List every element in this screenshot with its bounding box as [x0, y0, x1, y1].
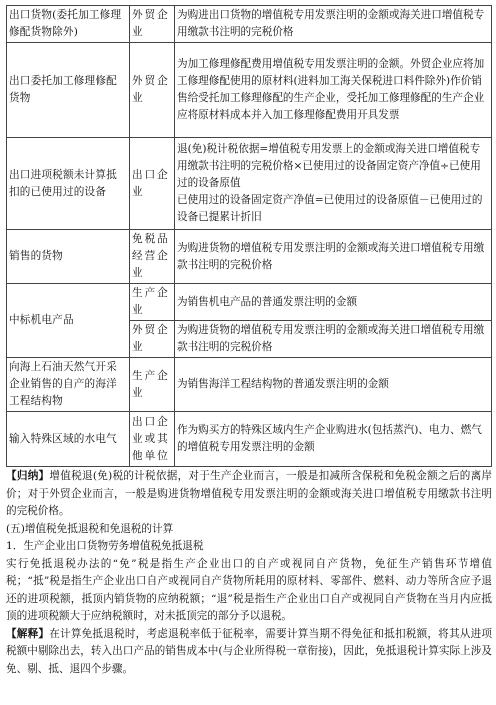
explain-tag: 【解释】 [6, 627, 50, 640]
enterprise-type-cell: 生产企业 [130, 284, 175, 321]
explain-text: 在计算免抵退税时，考虑退税率低于征税率，需要计算当期不得免征和抵扣税额，将其从进项税额中剔除出去，转入出口产品的销售成本中(与企业所得税一章衔接)，因此，免抵退税计算实际上涉及免、剔、抵、退四个步骤。 [6, 627, 492, 675]
goods-cell: 中标机电产品 [7, 284, 130, 358]
tax-basis-table [6, 5, 492, 467]
summary-tag: 【归纳】 [6, 470, 50, 482]
body-paragraph: 实行免抵退税办法的“免”税是指生产企业出口的自产或视同自产货物，免征生产销售环节增值税；“抵”税是指生产企业出口自产或视同自产货物所耗用的原材料、零部件、燃料、动力等所含应予退还的进项税额，抵顶内销货物的应纳税额；“退”税是指生产企业出口自产或视同自产货物在当月内应抵顶的进项税额大于应纳税额时，对未抵顶完的部分予以退税。 [6, 557, 492, 622]
summary-paragraph [6, 468, 492, 521]
table-row [7, 230, 492, 284]
body-text [6, 468, 492, 678]
basis-cell: 为销售海洋工程结构物的普通发票注明的金额 [175, 358, 492, 412]
explain-paragraph [6, 626, 492, 679]
enterprise-type-cell: 出口企业或其他单位 [130, 412, 175, 467]
goods-cell: 出口进项税额未计算抵扣的已使用过的设备 [7, 138, 130, 230]
enterprise-type-cell: 生产企业 [130, 358, 175, 412]
basis-cell: 退(免)税计税依据=增值税专用发票上的金额或海关进口增值税专用缴款书注明的完税价格×已使用过的设备固定资产净值÷已使用过的设备原值 已使用过的设备固定资产净值=已使用过的设备原值－已使用过的设备已提累计折旧 [175, 138, 492, 230]
table-row [7, 412, 492, 467]
summary-text: 增值税退(免)税的计税依据，对于生产企业而言，一般是扣减所含保税和免税金额之后的离岸价；对于外贸企业而言，一般是购进货物增值税专用发票注明的金额或海关进口增值税专用缴款书注明的完税价格。 [6, 470, 493, 517]
enterprise-type-cell: 出口企业 [130, 138, 175, 230]
goods-cell: 输入特殊区域的水电气 [7, 412, 130, 467]
basis-cell: 作为购买方的特殊区域内生产企业购进水(包括蒸汽)、电力、燃气的增值税专用发票注明的金额 [175, 412, 492, 467]
sub-heading: 1．生产企业出口货物劳务增值税免抵退税 [6, 540, 204, 552]
goods-cell: 出口委托加工修理修配货物 [7, 43, 130, 138]
section-heading: (五)增值税免抵退税和免退税的计算 [6, 522, 174, 535]
table-row [7, 6, 492, 43]
basis-cell: 为购进货物的增值税专用发票注明的金额或海关进口增值税专用缴款书注明的完税价格 [175, 321, 492, 358]
enterprise-type-cell: 免税品经营企业 [130, 230, 175, 284]
basis-cell: 为加工修理修配费用增值税专用发票注明的金额。外贸企业应将加工修理修配使用的原材料(进料加工海关保税进口料件除外)作价销售给受托加工修理修配的生产企业，受托加工修理修配的生产企业应将原材料成本并入加工修理修配费用开具发票 [175, 43, 492, 138]
enterprise-type-cell: 外贸企业 [130, 43, 175, 138]
enterprise-type-cell: 外贸企业 [130, 321, 175, 358]
table-row [7, 358, 492, 412]
goods-cell: 向海上石油天然气开采企业销售的自产的海洋工程结构物 [7, 358, 130, 412]
basis-cell: 为购进出口货物的增值税专用发票注明的金额或海关进口增值税专用缴款书注明的完税价格 [175, 6, 492, 43]
table-row [7, 43, 492, 138]
goods-cell: 销售的货物 [7, 230, 130, 284]
goods-cell: 出口货物(委托加工修理修配货物除外) [7, 6, 130, 43]
table-row [7, 138, 492, 230]
table-row [7, 284, 492, 321]
basis-cell: 为购进货物的增值税专用发票注明的金额或海关进口增值税专用缴款书注明的完税价格 [175, 230, 492, 284]
basis-cell: 为销售机电产品的普通发票注明的金额 [175, 284, 492, 321]
enterprise-type-cell: 外贸企业 [130, 6, 175, 43]
